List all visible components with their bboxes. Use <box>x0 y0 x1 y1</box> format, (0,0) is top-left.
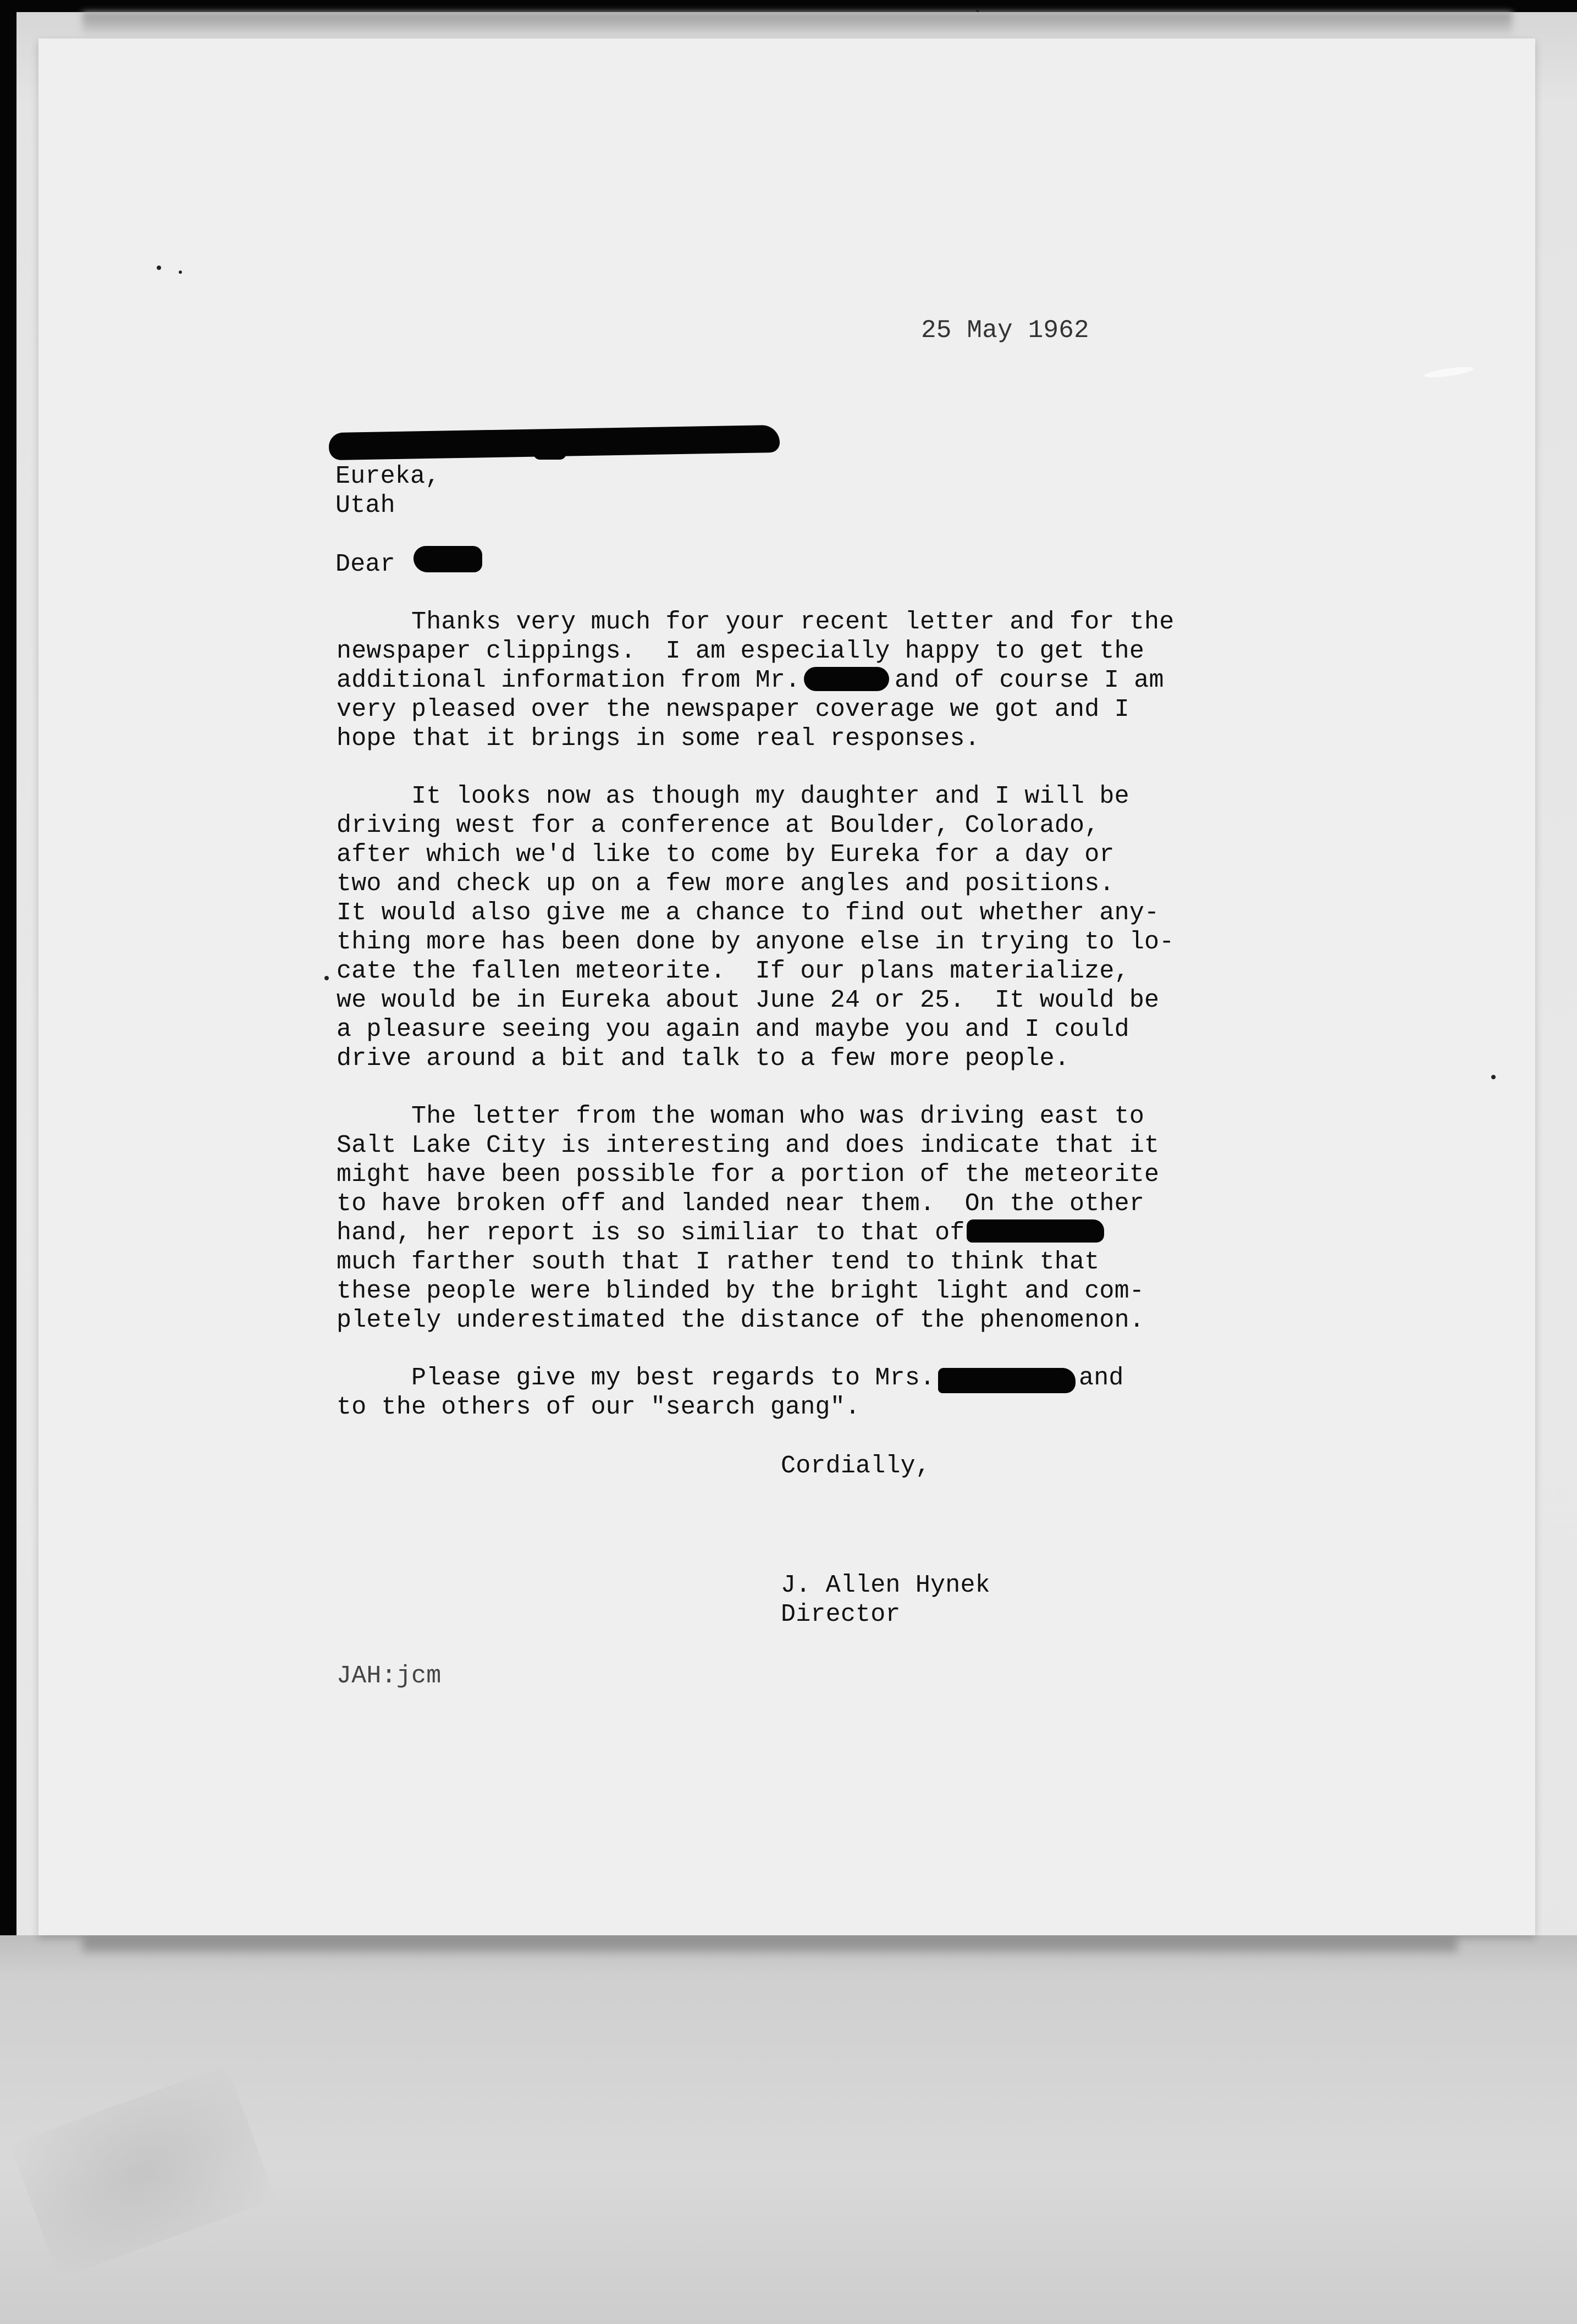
speck <box>976 9 979 12</box>
paragraph-2-line-9: a pleasure seeing you again and maybe you and I could <box>337 1015 1129 1044</box>
redaction-report-name <box>967 1219 1104 1243</box>
paragraph-2-line-10: drive around a bit and talk to a few more people. <box>337 1045 1070 1073</box>
paragraph-1-line-3: additional information from Mr. <box>337 666 801 694</box>
paragraph-2-line-2: driving west for a conference at Boulder, Colorado, <box>337 812 1100 840</box>
address-state: Utah <box>335 492 395 520</box>
paragraph-2-line-5: It would also give me a chance to find out whether any- <box>337 899 1160 927</box>
paragraph-4-line-1-suffix: and <box>1079 1364 1124 1392</box>
paragraph-3-line-6: much farther south that I rather tend to think that <box>337 1248 1100 1276</box>
paragraph-2-line-8: we would be in Eureka about June 24 or 25. It would be <box>337 986 1160 1014</box>
closing: Cordially, <box>781 1452 931 1480</box>
paragraph-3-line-2: Salt Lake City is interesting and does indicate that it <box>337 1131 1160 1160</box>
address-city: Eureka, <box>335 462 440 490</box>
paragraph-3-line-8: pletely underestimated the distance of the phenomenon. <box>337 1306 1145 1334</box>
speck <box>179 271 182 274</box>
paragraph-1-line-1: Thanks very much for your recent letter and for the <box>337 608 1175 636</box>
paragraph-2-line-3: after which we'd like to come by Eureka for a day or <box>337 841 1115 869</box>
signer-title: Director <box>781 1600 901 1629</box>
signer-name: J. Allen Hynek <box>781 1571 990 1599</box>
paragraph-2-line-6: thing more has been done by anyone else in trying to lo- <box>337 928 1175 956</box>
paragraph-3-line-1: The letter from the woman who was driving east to <box>337 1102 1145 1130</box>
paragraph-4-line-2: to the others of our "search gang". <box>337 1393 861 1421</box>
paper-bottom-shadow <box>82 1936 1457 1952</box>
letter-date: 25 May 1962 <box>921 316 1089 345</box>
paragraph-3-line-3: might have been possible for a portion of the meteorite <box>337 1161 1160 1189</box>
redaction-mrs-name <box>938 1368 1076 1393</box>
speck <box>1491 1075 1496 1079</box>
reference-initials: JAH:jcm <box>337 1662 442 1690</box>
speck <box>157 266 161 270</box>
paragraph-3-line-5: hand, her report is so similiar to that of <box>337 1219 965 1247</box>
paragraph-3-line-4: to have broken off and landed near them. On the other <box>337 1190 1145 1218</box>
paragraph-1-line-5: hope that it brings in some real responses. <box>337 725 980 753</box>
redaction-recipient-name-drip <box>533 446 566 460</box>
paper-top-shadow <box>82 12 1512 34</box>
paragraph-1-line-3-suffix: and of course I am <box>895 666 1164 694</box>
paragraph-3-line-7: these people were blinded by the bright light and com- <box>337 1277 1145 1305</box>
redaction-mr-name <box>804 667 889 691</box>
paragraph-4-line-1: Please give my best regards to Mrs. <box>337 1364 935 1392</box>
paragraph-2-line-4: two and check up on a few more angles and positions. <box>337 870 1115 898</box>
speck <box>324 976 329 980</box>
paragraph-1-line-2: newspaper clippings. I am especially happy to get the <box>337 637 1145 665</box>
salutation: Dear <box>335 550 395 578</box>
redaction-salutation-name <box>413 546 482 572</box>
paragraph-1-line-4: very pleased over the newspaper coverage we got and I <box>337 695 1129 724</box>
paragraph-2-line-1: It looks now as though my daughter and I will be <box>337 782 1129 810</box>
paragraph-2-line-7: cate the fallen meteorite. If our plans materialize, <box>337 957 1129 985</box>
